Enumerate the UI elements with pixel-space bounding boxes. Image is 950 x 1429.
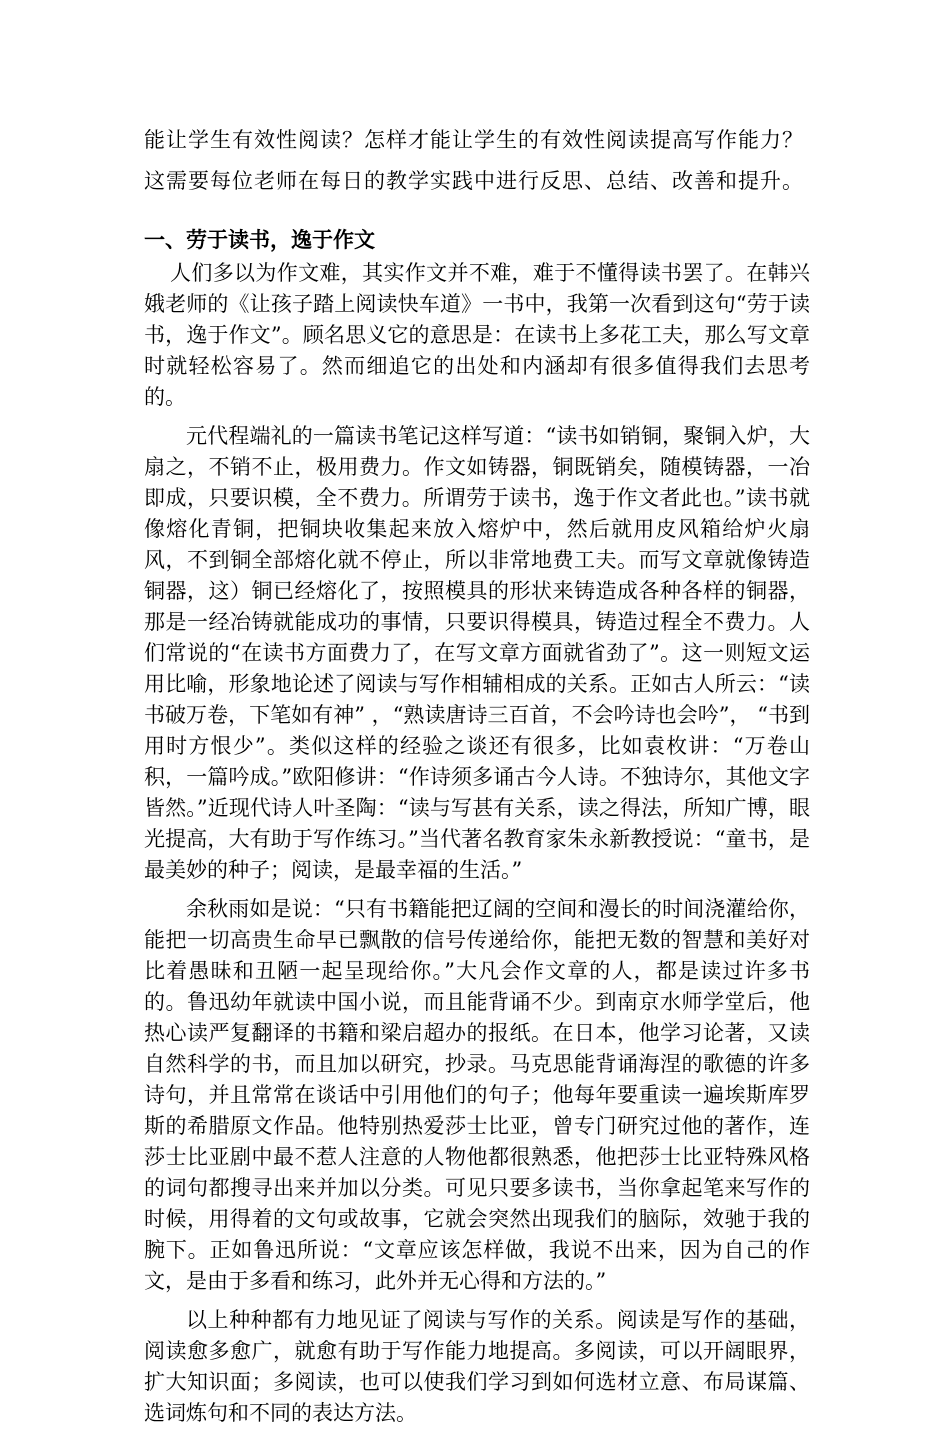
paragraph-1: 人们多以为作文难，其实作文并不难，难于不懂得读书罢了。在韩兴娥老师的《让孩子踏上阅读快车道》一书中，我第一次看到这句“劳于读书，逸于作文”。顾名思义它的意思是：在读书上多花工夫，那么写文章时就轻松容易了。然而细追它的出处和内涵却有很多值得我们去思考的。 <box>144 261 810 409</box>
paragraph-3: 余秋雨如是说：“只有书籍能把辽阔的空间和漫长的时间浇灌给你，能把一切高贵生命早已飘散的信号传递给你，能把无数的智慧和美好对比着愚昧和丑陋一起呈现给你。”大凡会作文章的人，都是读过许多书的。鲁迅幼年就读中国小说，而且能背诵不少。到南京水师学堂后，他热心读严复翻译的书籍和梁启超办的报纸。在日本，他学习论著，又读自然科学的书，而且加以研究，抄录。马克思能背诵海涅的歌德的许多诗句，并且常常在谈话中引用他们的句子；他每年要重读一遍埃斯库罗斯的希腊原文作品。他特别热爱莎士比亚，曾专门研究过他的著作，连莎士比亚剧中最不惹人注意的人物他都很熟悉，他把莎士比亚特殊风格的词句都搜寻出来并加以分类。可见只要多读书，当你拿起笔来写作的时候，用得着的文句或故事，它就会突然出现我们的脑际，效驰于我的腕下。正如鲁迅所说：“文章应该怎样做，我说不出来，因为自己的作文，是由于多看和练习，此外并无心得和方法的。” <box>144 897 810 1293</box>
paragraph-2: 元代程端礼的一篇读书笔记这样写道：“读书如销铜，聚铜入炉，大扇之，不销不止，极用费力。作文如铸器，铜既销矣，随模铸器，一冶即成，只要识模，全不费力。所谓劳于读书，逸于作文者此也。”读书就像熔化青铜，把铜块收集起来放入熔炉中，然后就用皮风箱给炉火扇风，不到铜全部熔化就不停止，所以非常地费工夫。而写文章就像铸造铜器，这）铜已经熔化了，按照模具的形状来铸造成各种各样的铜器，那是一经冶铸就能成功的事情，只要识得模具，铸造过程全不费力。人们常说的“在读书方面费力了，在写文章方面就省劲了”。这一则短文运用比喻，形象地论述了阅读与写作相辅相成的关系。正如古人所云：“读书破万卷，下笔如有神” ，“熟读唐诗三百首，不会吟诗也会吟”， “书到用时方恨少”。类似这样的经验之谈还有很多，比如袁枚讲：“万卷山积，一篇吟成。”欧阳修讲：“作诗须多诵古今人诗。不独诗尔，其他文字皆然。”近现代诗人叶圣陶：“读与写甚有关系，读之得法，所知广博，眼光提高，大有助于写作练习。”当代著名教育家朱永新教授说：“童书，是最美妙的种子；阅读，是最幸福的生活。” <box>144 424 810 882</box>
intro-line-1: 能让学生有效性阅读？怎样才能让学生的有效性阅读提高写作能力？ <box>144 128 804 152</box>
intro-line-2: 这需要每位老师在每日的教学实践中进行反思、总结、改善和提升。 <box>144 169 804 193</box>
section-heading: 一、劳于读书，逸于作文 <box>144 228 375 252</box>
intro-text <box>144 120 810 202</box>
paragraph-4: 以上种种都有力地见证了阅读与写作的关系。阅读是写作的基础，阅读愈多愈广，就愈有助于写作能力地提高。多阅读，可以开阔眼界，扩大知识面；多阅读，也可以使我们学习到如何选材立意、布局谋篇、选词炼句和不同的表达方法。 <box>144 1308 810 1425</box>
